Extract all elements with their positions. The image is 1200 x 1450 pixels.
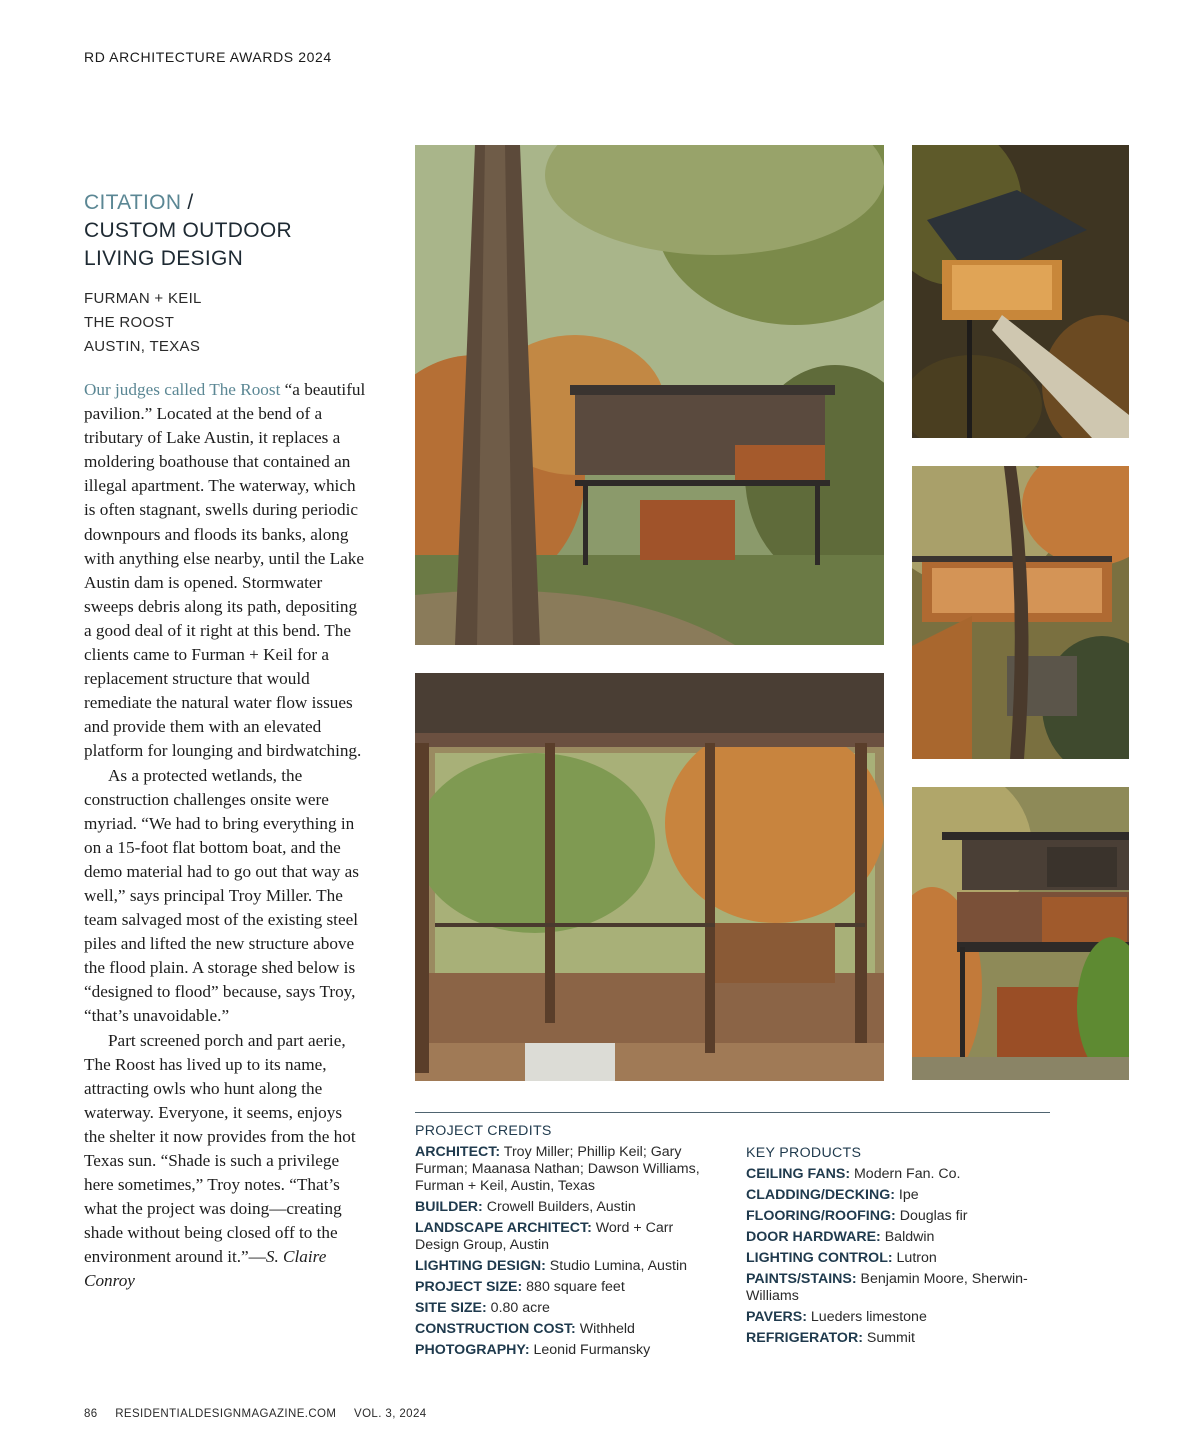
credit-label: BUILDER: xyxy=(415,1199,483,1215)
product-paints-stains xyxy=(746,1271,1051,1305)
credit-landscape-architect xyxy=(415,1220,720,1254)
credit-label: CONSTRUCTION COST: xyxy=(415,1321,576,1337)
credit-architect xyxy=(415,1144,720,1195)
paragraph-1-text: “a beautiful pavilion.” Located at the bend of a tributary of Lake Austin, it replaces a moldering boathouse that contained an illegal apartment. The waterway, which is often stagnant, swells during periodic downpours and floods its banks, along with anything else nearby, until the Lake Austin dam is opened. Stormwater sweeps debris along its path, depositing a good deal of it right at this bend. The clients came to Furman + Keil for a replacement structure that would remediate the natural water flow issues and provide them with an elevated platform for lounging and birdwatching. xyxy=(84,380,366,761)
article-body xyxy=(84,378,366,1294)
credit-value: Withheld xyxy=(575,1321,635,1337)
credit-label: PHOTOGRAPHY: xyxy=(415,1342,530,1358)
credit-project-size xyxy=(415,1279,720,1296)
photo-night-aerial xyxy=(912,145,1129,438)
product-label: DOOR HARDWARE: xyxy=(746,1229,881,1245)
credit-value: 0.80 acre xyxy=(486,1300,550,1316)
project-name: THE ROOST xyxy=(84,314,175,331)
credit-value: 880 square feet xyxy=(522,1279,625,1295)
product-door-hardware xyxy=(746,1229,1051,1246)
project-location: AUSTIN, TEXAS xyxy=(84,338,201,355)
product-label: CLADDING/DECKING: xyxy=(746,1187,895,1203)
product-flooring-roofing xyxy=(746,1208,1051,1225)
credit-lighting-design xyxy=(415,1258,720,1275)
running-head: RD ARCHITECTURE AWARDS 2024 xyxy=(84,49,332,65)
product-lighting-control xyxy=(746,1250,1051,1267)
project-info xyxy=(84,287,202,359)
firm-name: FURMAN + KEIL xyxy=(84,290,202,307)
product-refrigerator xyxy=(746,1330,1051,1347)
product-ceiling-fans xyxy=(746,1166,1051,1183)
product-label: FLOORING/ROOFING: xyxy=(746,1208,896,1224)
product-value: Ipe xyxy=(894,1187,919,1203)
credit-label: PROJECT SIZE: xyxy=(415,1279,523,1295)
product-cladding-decking xyxy=(746,1187,1051,1204)
credit-builder xyxy=(415,1199,720,1216)
credit-construction-cost xyxy=(415,1321,720,1338)
byline: S. Claire Conroy xyxy=(84,1247,327,1291)
award-title-line-2: LIVING DESIGN xyxy=(84,247,244,270)
product-label: CEILING FANS: xyxy=(746,1166,851,1182)
lead-in: Our judges called The Roost xyxy=(84,380,281,399)
photo-hero-pavilion xyxy=(415,145,884,645)
product-label: PAINTS/STAINS: xyxy=(746,1271,857,1287)
product-value: Benjamin Moore, Sherwin-Williams xyxy=(746,1271,1028,1304)
photo-deck-through-trees xyxy=(912,466,1129,759)
credit-label: ARCHITECT: xyxy=(415,1144,501,1160)
website: RESIDENTIALDESIGNMAGAZINE.COM xyxy=(115,1408,337,1420)
credit-value: Crowell Builders, Austin xyxy=(482,1199,636,1215)
product-value: Douglas fir xyxy=(895,1208,968,1224)
credit-value: Troy Miller; Phillip Keil; Gary Furman; Maanasa Nathan; Dawson Williams, Furman + Keil, Austin, Texas xyxy=(415,1144,700,1194)
credit-label: SITE SIZE: xyxy=(415,1300,487,1316)
byline-dash: — xyxy=(248,1247,266,1267)
paragraph-3 xyxy=(84,1029,366,1294)
product-label: REFRIGERATOR: xyxy=(746,1330,863,1346)
credit-label: LIGHTING DESIGN: xyxy=(415,1258,546,1274)
page-number: 86 xyxy=(84,1408,98,1420)
project-credits-heading: PROJECT CREDITS xyxy=(415,1123,552,1139)
photo-side-elevation xyxy=(912,787,1129,1080)
product-label: PAVERS: xyxy=(746,1309,807,1325)
title-separator: / xyxy=(181,191,194,214)
project-credits xyxy=(415,1123,720,1363)
product-value: Lutron xyxy=(892,1250,937,1266)
product-value: Modern Fan. Co. xyxy=(850,1166,961,1182)
credit-value: Leonid Furmansky xyxy=(529,1342,651,1358)
product-value: Lueders limestone xyxy=(806,1309,927,1325)
product-label: LIGHTING CONTROL: xyxy=(746,1250,893,1266)
photo-porch-interior xyxy=(415,673,884,1081)
folio xyxy=(84,1408,441,1420)
volume: VOL. 3, 2024 xyxy=(354,1408,427,1420)
product-value: Baldwin xyxy=(880,1229,935,1245)
award-category: CITATION xyxy=(84,191,182,214)
award-title-line-1: CUSTOM OUTDOOR xyxy=(84,219,292,242)
product-pavers xyxy=(746,1309,1051,1326)
credit-value: Word + Carr Design Group, Austin xyxy=(415,1220,674,1253)
paragraph-3-text: Part screened porch and part aerie, The Roost has lived up to its name, attracting owls who hunt along the waterway. Everyone, it seems, enjoys the shelter it now provides from the hot Texas sun. “Shade is such a privilege here sometimes,” Troy notes. “That’s what the project was doing—creating shade without being closed off to the environment around it.” xyxy=(84,1030,356,1267)
credit-value: Studio Lumina, Austin xyxy=(545,1258,688,1274)
key-products xyxy=(746,1145,1051,1351)
credit-photography xyxy=(415,1342,720,1359)
product-value: Summit xyxy=(862,1330,915,1346)
key-products-heading: KEY PRODUCTS xyxy=(746,1145,862,1161)
paragraph-1 xyxy=(84,378,366,764)
paragraph-2: As a protected wetlands, the construction challenges onsite were myriad. “We had to bring everything in on a 15-foot flat bottom boat, and the demo material had to go out that way as well,” says principal Troy Miller. The team salvaged most of the existing steel piles and lifted the new structure above the flood plain. A storage shed below is “designed to flood” because, says Troy, “that’s unavoidable.” xyxy=(84,765,359,1026)
credits-divider xyxy=(415,1112,1050,1113)
award-title xyxy=(84,189,384,273)
credit-label: LANDSCAPE ARCHITECT: xyxy=(415,1220,592,1236)
credit-site-size xyxy=(415,1300,720,1317)
